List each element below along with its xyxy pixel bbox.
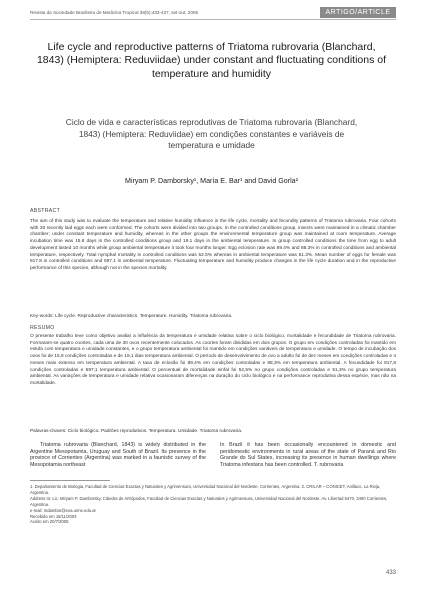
article-title-english: Life cycle and reproductive patterns of Triatoma rubrovaria (Blanchard, 1843) (Hemiptera: Reduviidae) under constant and fluctuating conditions of temperature and humidity xyxy=(36,41,387,80)
running-head: Revista da Sociedade Brasileira de Medicina Tropical 38(5):433-437, set-out, 2005 xyxy=(30,10,199,15)
resumo-text: O presente trabalho teve como objetivo avaliar a influência da temperatura e umidade relativa sobre o ciclo biológico, mortalidade e fecundidade de Triatoma rubrovaria. Formaram-se quatro coortes, cada uma de 30 ovos recentemente colocados. As coortes foram divididas em dois grupos: O grupo em condições controladas foi mantido em estufa com temperatura e umidade constantes, e o grupo temperatura ambiental foi mantido em condições variáveis de temperatura e umidade. O tempo de incubação dos ovos foi de 15,8 condições controladas e de 19,1 dias temperatura ambiental. O período de desenvolvimento de ovo a adulto foi de dez meses em condições controladas e 4 meses mais extenso em temperatura ambiental. A taxa de eclosão foi 89,4% em condições controladas e 88,3% em temperatura ambiental. A fecundidade foi 817,8 condições controladas e 597,1 temperatura ambiental. O percentual de mortalidade ninfal foi 52,5% no grupo condições controladas e 51,3% no grupo temperatura ambiental. As variações de temperatura e umidade relativa ocasionaram diferenças na duração do ciclo biológico e na performance reprodutiva dessa espécie, mas não na mortalidade. xyxy=(30,334,396,386)
footnote-received: Recebido em 18/11/2003 xyxy=(30,513,77,519)
body-column-left: Triatoma rubrovaria (Blanchard, 1843) is widely distributed in the Argentine Mesopotamia, Uruguay and South of Brazil. Its presence in the province of Corrientes (Argentina) was marked in a faunistic survey of the Mesopotamia northeast xyxy=(30,442,206,469)
article-type-badge: ARTIGO/ARTICLE xyxy=(320,7,396,18)
body-column-right: In Brazil it has been occasionally encountered in domestic and peridomestic environments in rural areas of the state of Paraná and Rio Grande do Sul States, increasing its presence in human dwellings where Triatoma infestans has been controlled. T. rubrovaria xyxy=(220,442,396,469)
author-list: Miryam P. Damborsky¹, María E. Bar¹ and David Gorla² xyxy=(125,177,298,185)
abstract-text: The aim of this study was to evaluate the temperature and relative humidity influence in the life cycle, mortality and fecundity patterns of Triatoma rubrovaria. Four cohorts with 30 recently laid eggs each were conformed. The cohorts were divided into two groups. In the controlled conditions group, insects were maintained in a climatic chamber chamber; under constant temperature and humidity, whereas in the other groups the environmental temperature group was maintained at room temperature. Average incubation time was 15.8 days in the controlled conditions group and 19.1 days in the ambiental temperature. In group controlled conditions the time from egg to adult development lasted 10 months while group ambiental temperature it took four months longer. Egg eclosion rate was 89.4% and 88.3% in controlled conditions and ambiental temperature, respectively. Total nymphal mortality in controlled conditions was 52.5% whereas in ambiental temperature was 51.3%. Mean number of eggs for female was 817.8 in controlled conditions and 597.1 in ambiental temperature. Fluctuating temperature and humidity produce changes in the life cycle duration and in the reproductive performance of this species, although not in the species mortality. xyxy=(30,219,396,271)
abstract-heading: ABSTRACT xyxy=(30,208,61,214)
header-divider xyxy=(30,19,396,20)
footnote-email[interactable]: e-mail: mdambor@exa.unne.edu.ar xyxy=(30,507,96,513)
resumo-heading: RESUMO xyxy=(30,325,55,331)
footnote-accepted: Aceito em 20/7/2005 xyxy=(30,519,69,525)
footnotes xyxy=(30,484,396,525)
page-number: 433 xyxy=(385,570,396,576)
footnote-divider xyxy=(30,480,110,481)
resumo-keywords: Palavras-chaves: Ciclo biológico. Padrões reprodutivos. Temperatura. Umidade. Triatoma rubrovaria. xyxy=(30,429,243,434)
abstract-keywords: Key-words: Life cycle. Reproductive characteristics. Temperature. Humidity. Triatoma rubrovaria. xyxy=(30,314,233,319)
footnote-address: Address to: Lic. Miryam P. Damborsky. Cátedra de Artrópodos, Facultad de Ciencias Exactas y Naturales y Agrimensura, Universidad Nacional del Nordeste, Av. Libertad 5470, 3400 Corrientes, Argentina. xyxy=(30,495,388,507)
article-title-portuguese: Ciclo de vida e características reprodutivas de Triatoma rubrovaria (Blanchard, 1843) (Hemiptera: Reduviidae) em condições constantes e variáveis de temperatura e umidade xyxy=(65,117,358,151)
footnote-affiliations: 1. Departamento de Biologia, Facultad de Ciencias Exactas y Naturales y Agrimensura, Universidad Nacional del Nordeste, Corrientes, Argentina. 2. CRILAR – CONICET, Anillaco, La Rioja, Argentina. xyxy=(30,484,381,495)
